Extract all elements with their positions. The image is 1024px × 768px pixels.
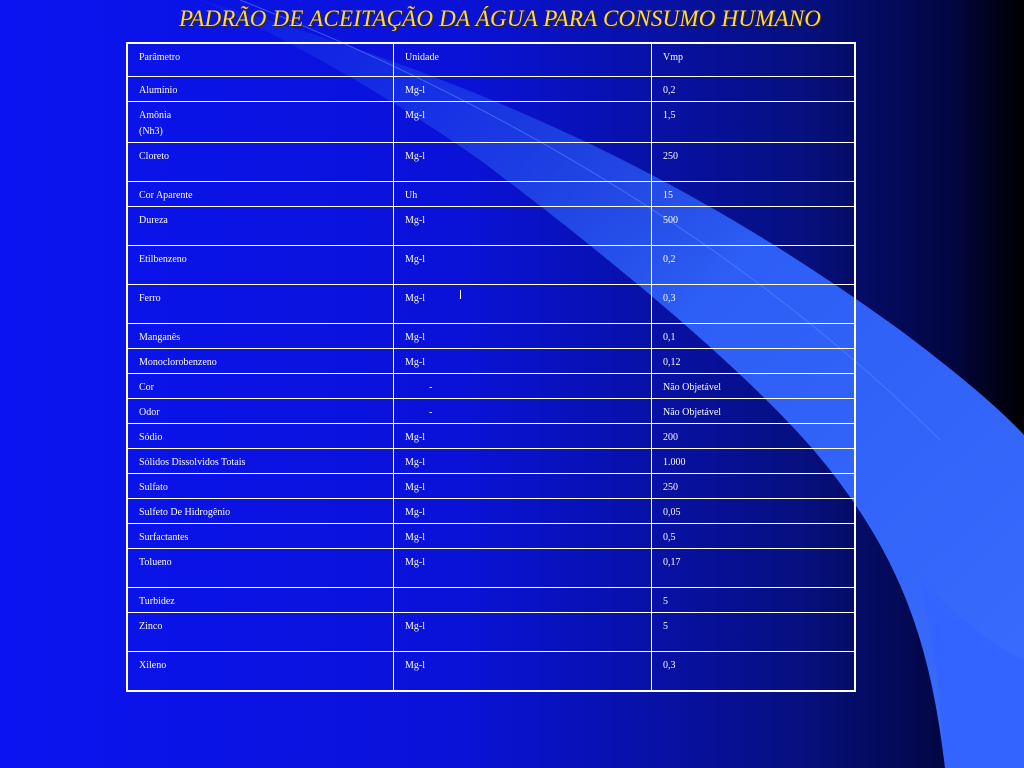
cell-unidade: Mg-l xyxy=(394,207,652,246)
parametro-text: Sólidos Dissolvidos Totais xyxy=(139,457,246,468)
cell-parametro xyxy=(127,474,394,499)
cell-vmp: 0,2 xyxy=(652,246,856,285)
cell-parametro xyxy=(127,613,394,652)
cell-parametro xyxy=(127,449,394,474)
cell-unidade: Mg-l xyxy=(394,652,652,692)
parametro-text: Sódio xyxy=(139,432,163,443)
parametro-text: Xileno xyxy=(139,660,167,671)
parametro-text: Manganês xyxy=(139,332,181,343)
table-row xyxy=(127,399,855,424)
parametro-text: Tolueno xyxy=(139,557,172,568)
cell-parametro xyxy=(127,182,394,207)
header-vmp: Vmp xyxy=(652,43,856,77)
table-row xyxy=(127,449,855,474)
table-row xyxy=(127,588,855,613)
parametro-text: Dureza xyxy=(139,215,168,226)
cell-vmp: 0,17 xyxy=(652,549,856,588)
parametro-text: Zinco xyxy=(139,621,163,632)
cell-unidade: Mg-l xyxy=(394,549,652,588)
cell-vmp: 0,3 xyxy=(652,652,856,692)
cell-unidade: Mg-l xyxy=(394,246,652,285)
cell-parametro xyxy=(127,524,394,549)
cell-unidade: Mg-l xyxy=(394,524,652,549)
cell-vmp: 1,5 xyxy=(652,102,856,143)
slide-title: PADRÃO DE ACEITAÇÃO DA ÁGUA PARA CONSUMO HUMANO xyxy=(178,6,822,31)
header-parametro: Parâmetro xyxy=(127,43,394,77)
cell-parametro xyxy=(127,499,394,524)
cell-vmp: 0,12 xyxy=(652,349,856,374)
cell-vmp: 5 xyxy=(652,588,856,613)
parametro-text: Cor Aparente xyxy=(139,190,193,201)
cell-vmp: 0,2 xyxy=(652,77,856,102)
table-row xyxy=(127,324,855,349)
water-standards-table xyxy=(126,42,856,692)
cell-unidade: Uh xyxy=(394,182,652,207)
parametro-text: Cor xyxy=(139,382,154,393)
cell-parametro xyxy=(127,588,394,613)
parametro-text: Ferro xyxy=(139,293,161,304)
cell-unidade: Mg-l xyxy=(394,102,652,143)
cell-unidade: Mg-l xyxy=(394,285,652,324)
table-row xyxy=(127,374,855,399)
cell-parametro xyxy=(127,207,394,246)
cell-unidade: Mg-l xyxy=(394,613,652,652)
table-row xyxy=(127,143,855,182)
table-row xyxy=(127,549,855,588)
cell-parametro xyxy=(127,549,394,588)
cell-vmp: 250 xyxy=(652,474,856,499)
cell-parametro xyxy=(127,285,394,324)
cell-unidade xyxy=(394,588,652,613)
table-row xyxy=(127,207,855,246)
parametro-text: Sulfeto De Hidrogênio xyxy=(139,507,231,518)
cell-parametro xyxy=(127,102,394,143)
cell-parametro xyxy=(127,324,394,349)
table-row xyxy=(127,246,855,285)
parametro-text: Etilbenzeno xyxy=(139,254,187,265)
table-row xyxy=(127,499,855,524)
cell-parametro xyxy=(127,349,394,374)
cell-vmp: 250 xyxy=(652,143,856,182)
parametro-text: Cloreto xyxy=(139,151,169,162)
cell-unidade: Mg-l xyxy=(394,324,652,349)
parametro-text: Monoclorobenzeno xyxy=(139,357,217,368)
parametro-text: Turbidez xyxy=(139,596,175,607)
table-row xyxy=(127,424,855,449)
cell-vmp: 500 xyxy=(652,207,856,246)
cell-parametro xyxy=(127,399,394,424)
parametro-text: Amônia xyxy=(139,110,172,121)
cell-parametro xyxy=(127,143,394,182)
table-row xyxy=(127,652,855,692)
parametro-text: Alumínio xyxy=(139,85,178,96)
cell-parametro xyxy=(127,374,394,399)
table-row xyxy=(127,349,855,374)
cell-parametro xyxy=(127,77,394,102)
table-row xyxy=(127,77,855,102)
cell-vmp: Não Objetável xyxy=(652,374,856,399)
cell-vmp: 0,5 xyxy=(652,524,856,549)
cell-unidade: Mg-l xyxy=(394,474,652,499)
cell-unidade: Mg-l xyxy=(394,424,652,449)
cell-parametro xyxy=(127,246,394,285)
parametro-subtext: (Nh3) xyxy=(139,126,163,137)
cell-unidade: Mg-l xyxy=(394,143,652,182)
cell-unidade: - xyxy=(394,374,652,399)
table-row xyxy=(127,613,855,652)
cell-vmp: 200 xyxy=(652,424,856,449)
cell-unidade: Mg-l xyxy=(394,349,652,374)
parametro-text: Sulfato xyxy=(139,482,168,493)
header-unidade: Unidade xyxy=(394,43,652,77)
table-row xyxy=(127,182,855,207)
cell-parametro xyxy=(127,652,394,692)
table-row xyxy=(127,474,855,499)
cell-unidade: Mg-l xyxy=(394,77,652,102)
parametro-text: Odor xyxy=(139,407,160,418)
cell-unidade: Mg-l xyxy=(394,499,652,524)
cell-vmp: 0,3 xyxy=(652,285,856,324)
parametro-text: Surfactantes xyxy=(139,532,189,543)
table-row xyxy=(127,524,855,549)
cell-vmp: Não Objetável xyxy=(652,399,856,424)
cell-vmp: 0,1 xyxy=(652,324,856,349)
table-row xyxy=(127,102,855,143)
cell-parametro xyxy=(127,424,394,449)
cell-vmp: 5 xyxy=(652,613,856,652)
cell-unidade: - xyxy=(394,399,652,424)
cell-unidade: Mg-l xyxy=(394,449,652,474)
text-cursor xyxy=(460,290,461,299)
table-row xyxy=(127,285,855,324)
cell-vmp: 0,05 xyxy=(652,499,856,524)
table-header-row xyxy=(127,43,855,77)
cell-vmp: 1.000 xyxy=(652,449,856,474)
cell-vmp: 15 xyxy=(652,182,856,207)
